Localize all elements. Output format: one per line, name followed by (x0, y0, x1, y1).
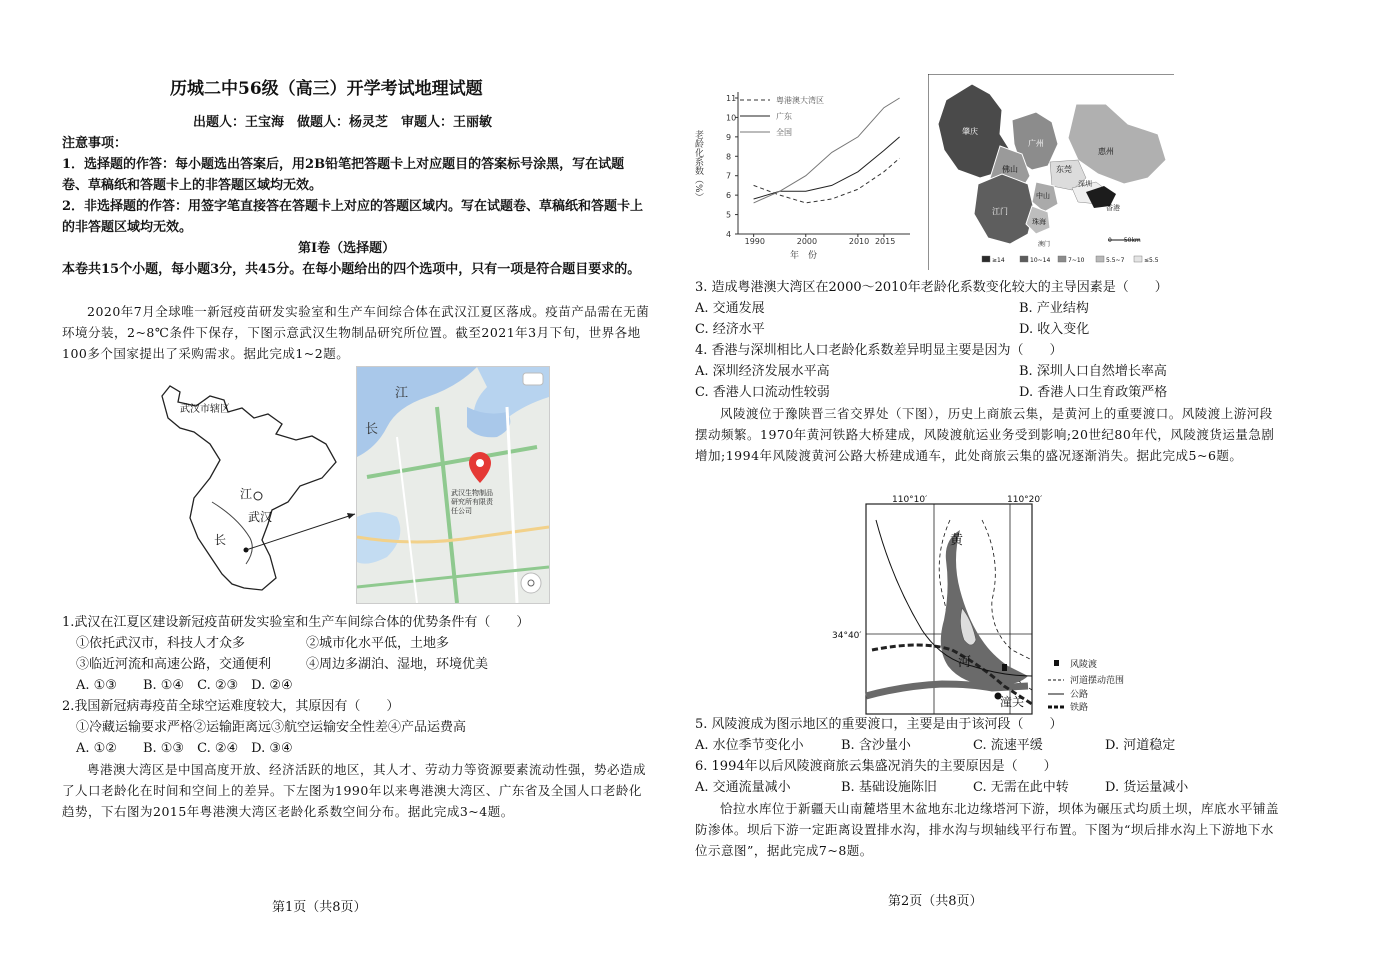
map-legend-swatch (1058, 256, 1066, 262)
q1-stem: 1.武汉在江夏区建设新冠疫苗研发实验室和生产车间综合体的优势条件有（ ） (62, 615, 530, 630)
svg-text:34°40′: 34°40′ (832, 631, 862, 641)
q5-opt-d: D. 河道稳定 (1105, 738, 1176, 753)
map-label-chang: 长 (365, 422, 379, 437)
passage-4: 恰拉水库位于新疆天山南麓塔里木盆地东北边缘塔河下游，坝体为碾压式均质土坝，库底水平铺盖防渗体。坝后下游一定距离设置排水沟，排水沟与坝轴线平行布置。下图为“坝后排水沟上下游地下水位示意图”，据此完成7~8题。 (695, 801, 1280, 858)
chart-legend-label: 全国 (776, 128, 792, 137)
fenglingdu-marker (1002, 664, 1007, 671)
q4-opt-d: D. 香港人口生育政策严格 (1019, 385, 1168, 400)
label-wuhan: 武汉 (248, 510, 273, 524)
q4-opt-b: B. 深圳人口自然增长率高 (1019, 364, 1167, 379)
map-scale: 0 50km (1108, 237, 1141, 244)
q2-choices: A. ①② B. ①③ C. ②④ D. ③④ (76, 741, 293, 756)
passage-3: 风陵渡位于豫陕晋三省交界处（下图），历史上商旅云集，是黄河上的重要渡口。风陵渡上游河段摆动频繁。1970年黄河铁路大桥建成，风陵渡航运业务受到影响;20世纪80年代，风陵渡货运量急剧增加;1994年风陵渡黄河公路大桥建成通车，此处商旅云集的盛况逐渐消失。据此完成5~6题。 (695, 406, 1275, 463)
svg-text:河: 河 (958, 655, 972, 670)
map-legend-label: 7~10 (1068, 257, 1085, 264)
q3-opt-d: D. 收入变化 (1019, 322, 1090, 337)
q1-opt2: ②城市化水平低，土地多 (306, 636, 450, 651)
chart-y-tick-label: 11 (726, 94, 737, 103)
q1-choices: A. ①③ B. ①④ C. ②③ D. ②④ (76, 678, 293, 693)
wuhan-city-circle (254, 492, 262, 500)
company-label: 武汉生物制品研究所有限责任公司 (451, 489, 493, 515)
label-district: 武汉市辖区 (180, 404, 230, 415)
chart-y-tick-label: 6 (726, 191, 732, 201)
map-legend-swatch (1134, 256, 1142, 262)
map-legend-label: ≤5.5 (1144, 257, 1159, 264)
chart-y-tick-label: 10 (726, 113, 737, 123)
page2-footer: 第2页（共8页） (888, 894, 983, 909)
q4-opt-c: C. 香港人口流动性较弱 (695, 385, 830, 400)
q5-opt-a: A. 水位季节变化小 (695, 738, 804, 753)
q3-stem: 3. 造成粤港澳大湾区在2000～2010年老龄化系数变化较大的主导因素是（ ） (695, 280, 1168, 295)
svg-text:黄: 黄 (950, 533, 964, 548)
map-legend-label: 10~14 (1030, 257, 1051, 264)
svg-text:东莞: 东莞 (1056, 165, 1072, 174)
svg-text:肇庆: 肇庆 (962, 127, 978, 136)
q2-opts: ①冷藏运输要求严格②运输距离远③航空运输安全性差④产品运费高 (76, 720, 467, 735)
chart-x-tick-label: 2000 (796, 237, 818, 246)
svg-text:河道摆动范围: 河道摆动范围 (1070, 676, 1125, 686)
q5-stem: 5. 风陵渡成为图示地区的重要渡口，主要是由于该河段（ ） (695, 717, 1063, 732)
location-pin-icon (469, 452, 491, 483)
svg-text:110°10′: 110°10′ (892, 495, 928, 505)
aging-trend-chart (692, 80, 922, 260)
q1-opt3: ③临近河流和高速公路，交通便利 (76, 657, 272, 672)
notice-heading: 注意事项： (62, 136, 128, 151)
q3-opt-b: B. 产业结构 (1019, 301, 1089, 316)
q2-stem: 2.我国新冠病毒疫苗全球空运难度较大，其原因有（ ） (62, 699, 400, 714)
map-legend-swatch (1020, 256, 1028, 262)
fenglingdu-river-map (832, 490, 1152, 716)
q6-stem: 6. 1994年以后风陵渡商旅云集盛况消失的主要原因是（ ） (695, 759, 1057, 774)
svg-text:香港: 香港 (1106, 204, 1120, 212)
chart-legend-label: 广东 (776, 112, 792, 121)
chart-ylabel: 老龄化系数（%） (693, 130, 703, 202)
q3-opt-a: A. 交通发展 (695, 301, 765, 316)
q1-opt1: ①依托武汉市，科技人才众多 (76, 636, 246, 651)
svg-text:深圳: 深圳 (1078, 180, 1092, 188)
locate-icon (521, 573, 541, 593)
chart-legend-label: 粤港澳大湾区 (776, 96, 824, 105)
svg-text:风陵渡: 风陵渡 (1070, 660, 1098, 670)
q1-opt4: ④周边多湖泊、湿地，环境优美 (306, 657, 489, 672)
svg-text:江门: 江门 (992, 207, 1008, 216)
q4-opt-a: A. 深圳经济发展水平高 (695, 364, 830, 379)
chart-xlabel: 年 份 (790, 251, 818, 260)
map-label-jiang: 江 (395, 386, 409, 401)
svg-text:中山: 中山 (1036, 192, 1050, 200)
yellow-river (941, 530, 1028, 686)
notice-1: 1．选择题的作答：每小题选出答案后，用2B铅笔把答题卡上对应题目的答案标号涂黑，写在试题卷、草稿纸和答题卡上的非答题区域均无效。 (62, 157, 625, 193)
chart-y-tick-label: 8 (726, 152, 732, 162)
section-title: 第Ⅰ卷（选择题） (298, 241, 396, 256)
page-title: 历城二中56级（高三）开学考试地理试题 (170, 79, 483, 99)
passage-2: 粤港澳大湾区是中国高度开放、经济活跃的地区，其人才、劳动力等资源要素流动性强，势必造成了人口老龄化在时间和空间上的差异。下左图为1990年以来粤港澳大湾区、广东省及全国人口老龄化趋势，下右图为2015年粤港澳大湾区老龄化系数空间分布。据此完成3~4题。 (62, 762, 647, 819)
chart-y-tick-label: 9 (726, 132, 732, 142)
svg-text:珠海: 珠海 (1032, 218, 1046, 226)
river-area (357, 367, 477, 457)
svg-text:佛山: 佛山 (1002, 165, 1018, 174)
svg-text:公路: 公路 (1070, 690, 1089, 700)
svg-text:铁路: 铁路 (1070, 703, 1089, 713)
q3-opt-c: C. 经济水平 (695, 322, 765, 337)
q4-stem: 4. 香港与深圳相比人口老龄化系数差异明显主要是因为（ ） (695, 343, 1063, 358)
authors: 出题人：王宝海 做题人：杨灵芝 审题人：王丽敏 (193, 115, 493, 130)
q6-opt-c: C. 无需在此中转 (973, 780, 1069, 795)
label-chang-left: 长 (214, 533, 227, 547)
svg-text:惠州: 惠州 (1098, 147, 1114, 156)
q6-opt-d: D. 货运量减小 (1105, 780, 1189, 795)
region-aging-map (928, 74, 1176, 270)
passage-1: 2020年7月全球唯一新冠疫苗研发实验室和生产车间综合体在武汉江夏区落成。疫苗产品需在无菌环境分装，2~8℃条件下保存，下图示意武汉生物制品研究所位置。截至2021年3月下旬，世界各地100多个国家提出了采购需求。据此完成1~2题。 (62, 304, 650, 361)
chart-x-tick-label: 1990 (744, 237, 765, 246)
map-legend-swatch (982, 256, 990, 262)
map-legend-label: 5.5~7 (1106, 257, 1125, 264)
map-legend-label: ≥14 (992, 257, 1005, 264)
chart-x-tick-label: 2010 (848, 237, 870, 246)
page1-footer: 第1页（共8页） (272, 900, 367, 915)
q5-opt-c: C. 流速平缓 (973, 738, 1043, 753)
q5-opt-b: B. 含沙量小 (841, 738, 911, 753)
map-legend-swatch (1096, 256, 1104, 262)
chart-y-tick-label: 4 (726, 230, 732, 239)
label-jiang-left: 江 (240, 487, 253, 501)
q6-opt-b: B. 基础设施陈旧 (841, 780, 937, 795)
chart-y-tick-label: 5 (726, 210, 732, 220)
svg-text:澳门: 澳门 (1038, 241, 1051, 248)
section-intro: 本卷共15个小题，每小题3分，共45分。在每小题给出的四个选项中，只有一项是符合题目要求的。 (62, 262, 641, 277)
q6-opt-a: A. 交通流量减小 (695, 780, 791, 795)
wuhan-outline-map (150, 378, 360, 598)
notice-2: 2．非选择题的作答：用签字笔直接答在答题卡上对应的答题区域内。写在试题卷、草稿纸和答题卡上的非答题区域均无效。 (62, 199, 644, 235)
company-location-map (356, 366, 550, 604)
chart-series-line (754, 158, 900, 203)
svg-text:110°20′: 110°20′ (1007, 495, 1043, 505)
chart-y-tick-label: 7 (726, 171, 732, 181)
svg-text:广州: 广州 (1028, 139, 1044, 148)
svg-text:潼关: 潼关 (1000, 695, 1025, 709)
chart-series-line (754, 137, 900, 199)
chart-x-tick-label: 2015 (874, 237, 896, 246)
